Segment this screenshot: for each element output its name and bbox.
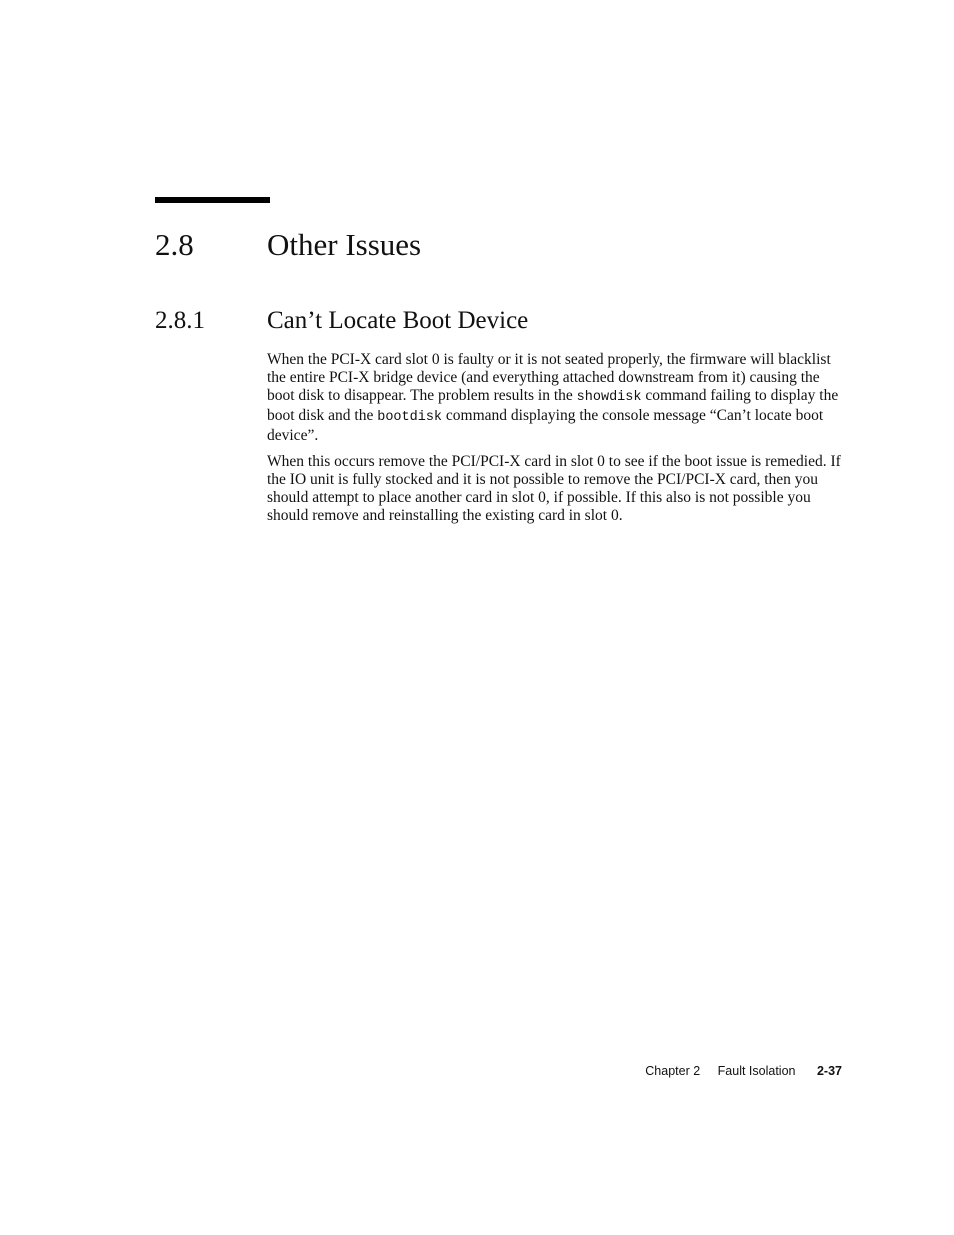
section-number: 2.8: [155, 227, 194, 262]
paragraph-1-text-c: command displaying the console message “Can’t locate boot device”.: [267, 407, 824, 444]
page-number: 2-37: [816, 1064, 842, 1078]
section-rule: [155, 197, 270, 203]
showdisk-command: showdisk: [576, 390, 642, 405]
subsection-number: 2.8.1: [155, 307, 205, 334]
subsection-heading: [0, 303, 954, 339]
footer-section: Fault Isolation: [717, 1064, 796, 1078]
subsection-title: Can’t Locate Boot Device: [267, 307, 529, 334]
footer-chapter: Chapter 2: [645, 1064, 701, 1078]
paragraph-2: When this occurs remove the PCI/PCI-X card in slot 0 to see if the boot issue is remedied. If the IO unit is fully stocked and it is not possible to remove the PCI/PCI-X card, then you should attempt to place another card in slot 0, if possible. If this also is not possible you should remove and reinstalling the existing card in slot 0.: [267, 453, 841, 524]
section-title: Other Issues: [267, 227, 422, 262]
paragraph-1-text-a: When the PCI-X card slot 0 is faulty or it is not seated properly, the firmware will blacklist the entire PCI-X bridge device (and everything attached downstream from it) causing the boot disk to disappear. The problem results in the: [267, 351, 831, 404]
paragraph-1-text-b: command failing to display the boot disk and the: [267, 387, 839, 424]
bootdisk-command: bootdisk: [377, 410, 443, 425]
paragraph-1: [267, 351, 842, 445]
section-heading: [0, 222, 954, 268]
page-footer: [645, 1063, 842, 1080]
